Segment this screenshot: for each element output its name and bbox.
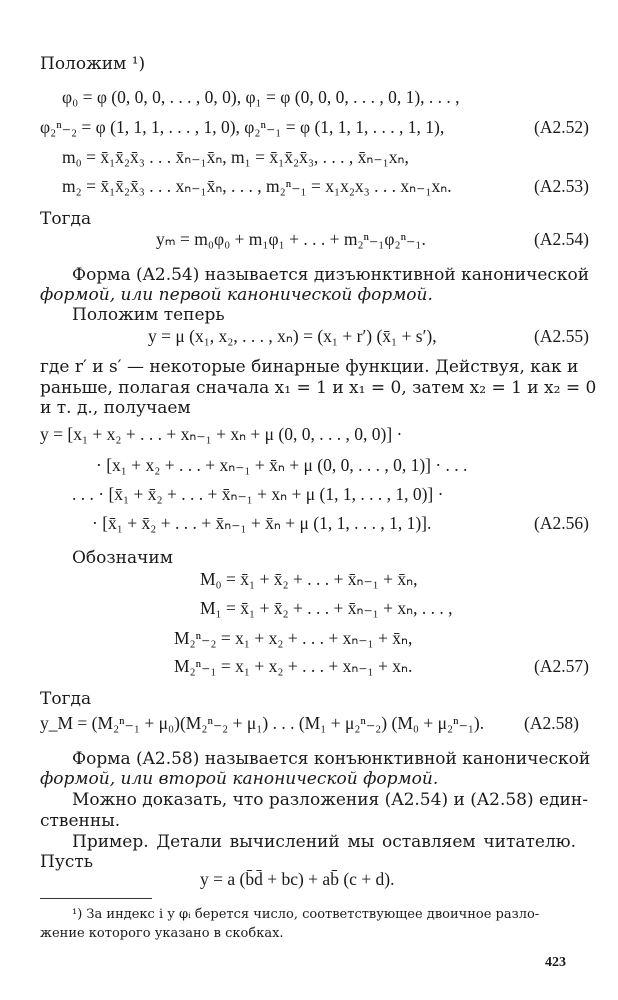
equation-line: M₂ⁿ₋₂ = x₁ + x₂ + . . . + xₙ₋₁ + x̄ₙ, [174,628,413,648]
equation-line: . . . · [x̄₁ + x̄₂ + . . . + x̄ₙ₋₁ + xₙ + μ (1, 1, . . . , 1, 0)] · [72,484,444,504]
text-line: Форма (A2.58) называется конъюнктивной канонической [72,749,591,769]
text-line: Тогда [40,209,92,229]
footnote-line: ¹) За индекс i у φᵢ берется число, соответствующее двоичное разло- [72,907,540,922]
text-line: Положим ¹) [40,54,146,74]
equation-line: · [x̄₁ + x̄₂ + . . . + x̄ₙ₋₁ + x̄ₙ + μ (1, 1, . . . , 1, 1)]. [92,513,432,533]
text-line: где r′ и s′ — некоторые бинарные функции. Действуя, как и [40,357,579,377]
footnote-line: жение которого указано в скобках. [40,926,284,941]
equation-line: yₘ = m₀φ₀ + m₁φ₁ + . . . + m₂ⁿ₋₁φ₂ⁿ₋₁. [156,229,426,249]
equation-line: m₀ = x̄₁x̄₂x̄₃ . . . x̄ₙ₋₁x̄ₙ, m₁ = x̄₁x̄₂x̄₃, . . . , x̄ₙ₋₁xₙ, [62,147,409,167]
equation-line: y_M = (M₂ⁿ₋₁ + μ₀)(M₂ⁿ₋₂ + μ₁) . . . (M₁ + μ₂ⁿ₋₂) (M₀ + μ₂ⁿ₋₁). [40,713,485,733]
text-line: формой, или второй канонической формой. [40,769,439,789]
page-number: 423 [545,955,566,970]
equation-line: φ₂ⁿ₋₂ = φ (1, 1, 1, . . . , 1, 0), φ₂ⁿ₋₁ = φ (1, 1, 1, . . . , 1, 1), [40,117,445,137]
equation-line: y = μ (x₁, x₂, . . . , xₙ) = (x₁ + r′) (x̄₁ + s′), [148,326,437,346]
footnote-rule [40,898,152,899]
equation-line: y = [x₁ + x₂ + . . . + xₙ₋₁ + xₙ + μ (0, 0, . . . , 0, 0)] · [40,424,403,444]
text-line: и т. д., получаем [40,398,191,418]
text-line: Можно доказать, что разложения (A2.54) и (A2.58) един- [72,790,588,810]
equation-number: (A2.53) [534,176,589,196]
equation-number: (A2.58) [524,713,579,733]
equation-line: y = a (b̄d̄ + bc) + ab̄ (c + d). [200,869,395,889]
equation-line: · [x₁ + x₂ + . . . + xₙ₋₁ + x̄ₙ + μ (0, 0, . . . , 0, 1)] · . . . [96,455,468,475]
equation-line: M₀ = x̄₁ + x̄₂ + . . . + x̄ₙ₋₁ + x̄ₙ, [200,569,418,589]
equation-number: (A2.55) [534,326,589,346]
equation-number: (A2.57) [534,656,589,676]
text-line: Положим теперь [72,305,225,325]
text-line: формой, или первой канонической формой. [40,285,433,305]
text-line: Пример. Детали вычислений мы оставляем читателю. [72,832,576,852]
text-line: Обозначим [72,548,173,568]
equation-line: M₂ⁿ₋₁ = x₁ + x₂ + . . . + xₙ₋₁ + xₙ. [174,656,413,676]
text-line: Форма (A2.54) называется дизъюнктивной канонической [72,265,590,285]
text-line: ственны. [40,811,121,831]
text-line: Тогда [40,689,92,709]
equation-number: (A2.54) [534,229,589,249]
equation-line: φ₀ = φ (0, 0, 0, . . . , 0, 0), φ₁ = φ (0, 0, 0, . . . , 0, 1), . . . , [62,87,460,107]
equation-line: m₂ = x̄₁x̄₂x̄₃ . . . xₙ₋₁x̄ₙ, . . . , m₂ⁿ₋₁ = x₁x₂x₃ . . . xₙ₋₁xₙ. [62,176,452,196]
equation-number: (A2.56) [534,513,589,533]
text-line: Пусть [40,852,94,872]
equation-line: M₁ = x̄₁ + x̄₂ + . . . + x̄ₙ₋₁ + xₙ, . . . , [200,598,453,618]
text-line: раньше, полагая сначала x₁ = 1 и x₁ = 0, затем x₂ = 1 и x₂ = 0 [40,378,597,398]
equation-number: (A2.52) [534,117,589,137]
